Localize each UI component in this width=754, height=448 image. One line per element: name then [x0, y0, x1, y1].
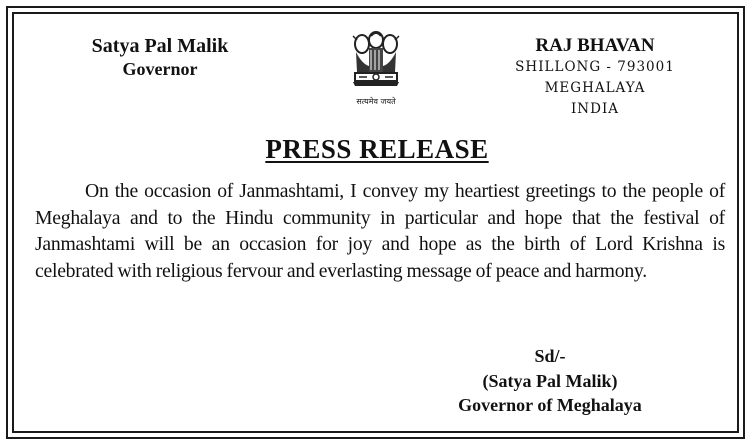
body-paragraph: On the occasion of Janmashtami, I convey my heartiest greetings to the people of Meghalaya and to the Hindu community in particular and hope that the festival of Janmashtami will be an occasion for joy and hope as the birth of Lord Krishna is celebrated with religious fervour and everlasting message of peace and harmony.: [35, 180, 725, 282]
address-office: RAJ BHAVAN: [535, 35, 655, 56]
headline-container: [0, 134, 754, 165]
sender-block: [60, 34, 260, 80]
address-line: SHILLONG - 793001: [515, 59, 675, 75]
sender-name: Satya Pal Malik: [91, 35, 229, 57]
address-line: INDIA: [570, 101, 620, 117]
sender-title: Governor: [122, 59, 198, 79]
signatory-designation: Governor of Meghalaya: [458, 395, 642, 415]
national-emblem-icon: [345, 26, 407, 110]
press-release-heading: PRESS RELEASE: [265, 134, 489, 164]
address-block: [470, 34, 720, 120]
signatory-name: (Satya Pal Malik): [482, 370, 618, 391]
signature-mark: Sd/-: [534, 346, 566, 366]
address-line: MEGHALAYA: [544, 80, 646, 96]
signature-block: [420, 344, 680, 418]
body-paragraph-container: [35, 178, 725, 284]
emblem-motto: सत्यमेव जयते: [356, 97, 396, 106]
